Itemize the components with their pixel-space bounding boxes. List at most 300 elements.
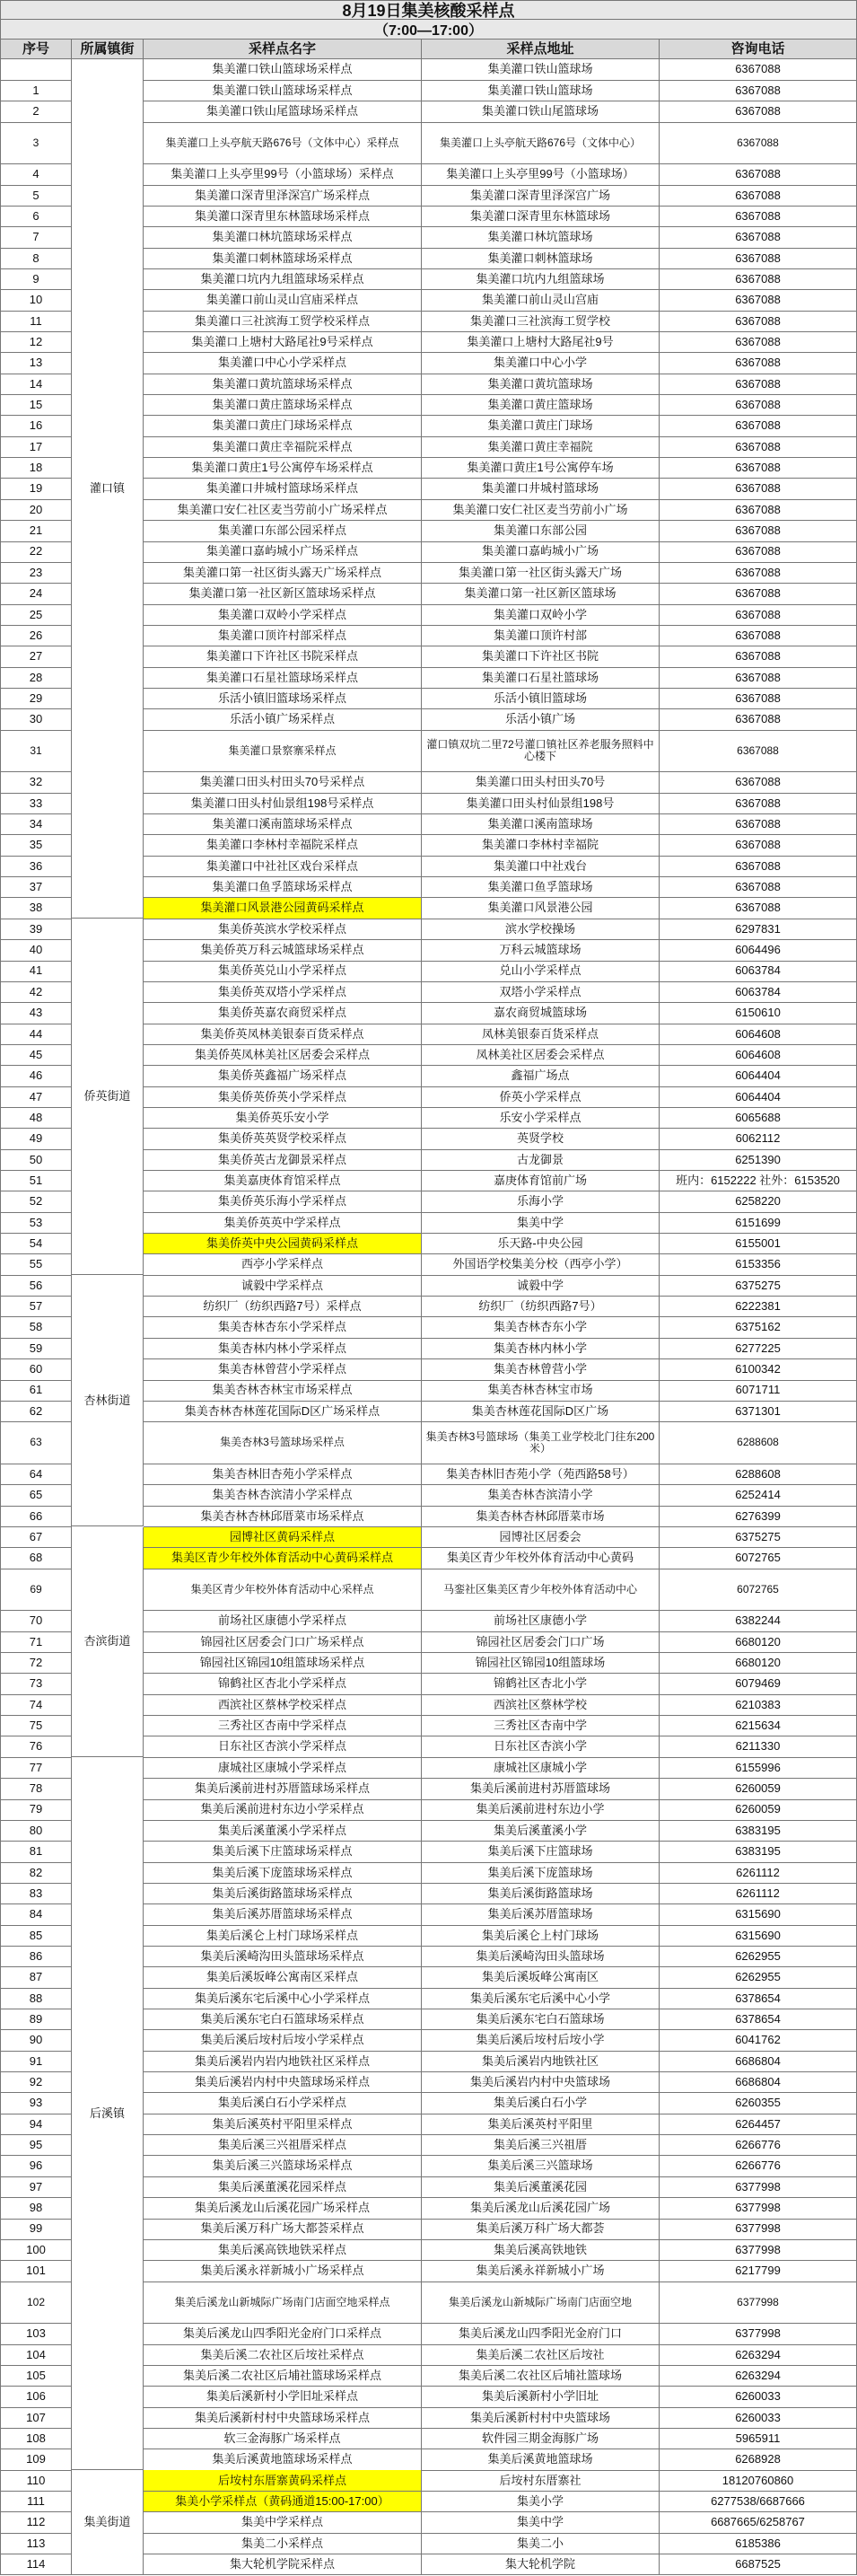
site-name: 集美后溪坂峰公寓南区采样点 bbox=[144, 1967, 422, 1989]
phone-number: 6266776 bbox=[660, 2135, 857, 2157]
site-name: 集美灌口黄庄篮球场采样点 bbox=[144, 395, 422, 417]
row-number: 54 bbox=[0, 1234, 72, 1255]
site-address: 外国语学校集美分校（西亭小学） bbox=[422, 1254, 660, 1276]
site-address: 集美灌口黄庄门球场 bbox=[422, 416, 660, 437]
site-name: 集美后溪董溪小学采样点 bbox=[144, 1820, 422, 1842]
site-name: 集美侨英双塔小学采样点 bbox=[144, 981, 422, 1003]
site-name: 集美后溪白石小学采样点 bbox=[144, 2093, 422, 2114]
site-name: 集美灌口第一社区街头露天广场采样点 bbox=[144, 562, 422, 584]
row-number: 36 bbox=[0, 856, 72, 877]
site-address: 集美灌口东部公园 bbox=[422, 521, 660, 542]
site-name: 集美后溪崎沟田头篮球场采样点 bbox=[144, 1947, 422, 1968]
row-number: 68 bbox=[0, 1548, 72, 1569]
row-number: 19 bbox=[0, 479, 72, 500]
phone-number: 5965911 bbox=[660, 2429, 857, 2450]
site-name: 集美后溪下庄篮球场采样点 bbox=[144, 1842, 422, 1863]
phone-number: 6367088 bbox=[660, 562, 857, 584]
site-name: 集美后溪前进村东边小学采样点 bbox=[144, 1799, 422, 1821]
site-name: 集美后溪前进村苏厝篮球场采样点 bbox=[144, 1779, 422, 1800]
site-address: 万科云城篮球场 bbox=[422, 940, 660, 962]
site-name: 锦鹤社区杏北小学采样点 bbox=[144, 1674, 422, 1695]
site-address: 集美灌口三社滨海工贸学校 bbox=[422, 311, 660, 332]
header-cell: 所属镇街 bbox=[72, 40, 144, 59]
row-number: 56 bbox=[0, 1275, 72, 1297]
town-cell: 后溪镇 bbox=[72, 1757, 144, 2470]
row-number: 88 bbox=[0, 1988, 72, 2009]
phone-number: 6687525 bbox=[660, 2554, 857, 2576]
phone-number: 6686804 bbox=[660, 2072, 857, 2094]
row-number: 74 bbox=[0, 1694, 72, 1716]
site-address: 集美灌口石星社篮球场 bbox=[422, 667, 660, 689]
site-address: 三秀社区杏南中学 bbox=[422, 1716, 660, 1737]
row-number: 43 bbox=[0, 1003, 72, 1024]
row-number: 112 bbox=[0, 2512, 72, 2534]
phone-number: 6377998 bbox=[660, 2324, 857, 2345]
row-number: 62 bbox=[0, 1401, 72, 1422]
row-number: 106 bbox=[0, 2387, 72, 2408]
site-address: 集美后溪下庄篮球场 bbox=[422, 1842, 660, 1863]
phone-number: 6367088 bbox=[660, 311, 857, 332]
row-number: 78 bbox=[0, 1779, 72, 1800]
site-name: 日东社区杏滨小学采样点 bbox=[144, 1736, 422, 1758]
site-name: 乐活小镇旧篮球场采样点 bbox=[144, 689, 422, 710]
site-address: 园博社区居委会 bbox=[422, 1527, 660, 1549]
town-cell: 杏滨街道 bbox=[72, 1527, 144, 1758]
site-address: 集美后溪三兴篮球场 bbox=[422, 2156, 660, 2177]
site-address: 集美后溪二农社区后垵社 bbox=[422, 2344, 660, 2366]
site-name: 集美后溪二农社区后埔社篮球场采样点 bbox=[144, 2366, 422, 2387]
phone-number: 6377998 bbox=[660, 2176, 857, 2198]
site-name: 集美后溪万科广场大都荟采样点 bbox=[144, 2219, 422, 2240]
site-address: 集美灌口坑内九组篮球场 bbox=[422, 269, 660, 291]
phone-number: 6260033 bbox=[660, 2407, 857, 2429]
site-name: 集美灌口双岭小学采样点 bbox=[144, 604, 422, 626]
site-address: 嘉农商贸城篮球场 bbox=[422, 1003, 660, 1024]
site-address: 集美灌口溪南篮球场 bbox=[422, 814, 660, 836]
row-number: 10 bbox=[0, 290, 72, 312]
site-name: 集美灌口上塘村大路尾社9号采样点 bbox=[144, 332, 422, 354]
site-name: 集美杏林杏林邱厝菜市场采样点 bbox=[144, 1506, 422, 1527]
site-address: 集美灌口刺林篮球场 bbox=[422, 248, 660, 269]
site-address: 集美灌口铁山篮球场 bbox=[422, 59, 660, 81]
site-address: 集美后溪坂峰公寓南区 bbox=[422, 1967, 660, 1989]
site-name: 集美后溪三兴祖厝采样点 bbox=[144, 2135, 422, 2157]
row-number: 58 bbox=[0, 1317, 72, 1339]
phone-number: 6377998 bbox=[660, 2219, 857, 2240]
site-name: 集美后溪东宅白石篮球场采样点 bbox=[144, 2009, 422, 2031]
row-number: 113 bbox=[0, 2533, 72, 2554]
phone-number: 6377998 bbox=[660, 2281, 857, 2324]
phone-number: 6367088 bbox=[660, 353, 857, 374]
site-address: 集美后溪龙山新城际广场南门店面空地 bbox=[422, 2281, 660, 2324]
site-name: 前场社区康德小学采样点 bbox=[144, 1611, 422, 1632]
site-name: 集美嘉庚体育馆采样点 bbox=[144, 1171, 422, 1192]
site-address: 集美后溪二农社区后埔社篮球场 bbox=[422, 2366, 660, 2387]
row-number: 23 bbox=[0, 562, 72, 584]
site-name: 集美侨英乐海小学采样点 bbox=[144, 1191, 422, 1213]
site-address: 集美灌口第一社区街头露天广场 bbox=[422, 562, 660, 584]
site-address: 集美灌口上塘村大路尾社9号 bbox=[422, 332, 660, 354]
site-address: 集美杏林3号篮球场（集美工业学校北门往东200米） bbox=[422, 1422, 660, 1464]
phone-number: 6680120 bbox=[660, 1631, 857, 1653]
phone-number: 18120760860 bbox=[660, 2470, 857, 2492]
phone-number: 6367088 bbox=[660, 436, 857, 458]
site-name: 集美灌口顶许村部采样点 bbox=[144, 625, 422, 646]
site-name: 集美侨英中央公园黄码采样点 bbox=[144, 1234, 422, 1255]
site-address: 集美后溪岩内地铁社区 bbox=[422, 2051, 660, 2072]
site-address: 集美二小 bbox=[422, 2533, 660, 2554]
phone-number: 6382244 bbox=[660, 1611, 857, 1632]
site-name: 集美灌口田头村田头70号采样点 bbox=[144, 772, 422, 794]
phone-number: 6260033 bbox=[660, 2387, 857, 2408]
phone-number: 6063784 bbox=[660, 961, 857, 982]
phone-number: 6367088 bbox=[660, 814, 857, 836]
site-address: 日东社区杏滨小学 bbox=[422, 1736, 660, 1758]
site-address: 康城社区康城小学 bbox=[422, 1757, 660, 1779]
site-name: 集美灌口安仁社区麦当劳前小广场采样点 bbox=[144, 499, 422, 521]
row-number: 89 bbox=[0, 2009, 72, 2031]
site-address: 马銮社区集美区青少年校外体育活动中心 bbox=[422, 1569, 660, 1611]
site-name: 集美灌口井城村篮球场采样点 bbox=[144, 479, 422, 500]
site-name: 三秀社区杏南中学采样点 bbox=[144, 1716, 422, 1737]
site-address: 英贤学校 bbox=[422, 1129, 660, 1150]
site-address: 集美灌口李林村幸福院 bbox=[422, 835, 660, 857]
row-number: 80 bbox=[0, 1820, 72, 1842]
phone-number: 6064608 bbox=[660, 1044, 857, 1066]
site-address: 集美灌口中社戏台 bbox=[422, 856, 660, 877]
row-number: 29 bbox=[0, 689, 72, 710]
phone-number: 6261112 bbox=[660, 1862, 857, 1884]
header-cell: 咨询电话 bbox=[660, 40, 857, 59]
row-number: 33 bbox=[0, 793, 72, 814]
phone-number: 6367088 bbox=[660, 416, 857, 437]
row-number: 34 bbox=[0, 814, 72, 836]
site-address: 集美灌口第一社区新区篮球场 bbox=[422, 584, 660, 605]
site-name: 集美杏林杏林宝市场采样点 bbox=[144, 1380, 422, 1402]
row-number: 31 bbox=[0, 730, 72, 772]
row-number: 41 bbox=[0, 961, 72, 982]
phone-number: 6100342 bbox=[660, 1359, 857, 1381]
site-address: 集美后溪崎沟田头篮球场 bbox=[422, 1947, 660, 1968]
site-address: 集美后溪董溪花园 bbox=[422, 2176, 660, 2198]
phone-number: 6288608 bbox=[660, 1422, 857, 1464]
site-name: 集美侨英乐安小学 bbox=[144, 1108, 422, 1130]
site-name: 集美侨英鑫福广场采样点 bbox=[144, 1066, 422, 1087]
site-address: 集美灌口风景港公园 bbox=[422, 898, 660, 919]
phone-number: 6367088 bbox=[660, 395, 857, 417]
site-name: 集美灌口鱼孚篮球场采样点 bbox=[144, 877, 422, 899]
site-name: 集美杏林内林小学采样点 bbox=[144, 1338, 422, 1359]
row-number: 4 bbox=[0, 164, 72, 186]
site-name: 集美灌口石星社篮球场采样点 bbox=[144, 667, 422, 689]
site-address: 凤林美银泰百货采样点 bbox=[422, 1024, 660, 1045]
site-name: 集美灌口深青里泽深宫广场采样点 bbox=[144, 185, 422, 207]
site-address: 侨英小学采样点 bbox=[422, 1086, 660, 1108]
site-name: 诚毅中学采样点 bbox=[144, 1275, 422, 1297]
site-name: 锦园社区居委会门口广场采样点 bbox=[144, 1631, 422, 1653]
row-number: 82 bbox=[0, 1862, 72, 1884]
phone-number: 6315690 bbox=[660, 1904, 857, 1926]
site-address: 集美后溪东宅白石篮球场 bbox=[422, 2009, 660, 2031]
site-address: 软件园三期金海豚广场 bbox=[422, 2429, 660, 2450]
row-number: 108 bbox=[0, 2429, 72, 2450]
row-number: 104 bbox=[0, 2344, 72, 2366]
site-name: 集美灌口坑内九组篮球场采样点 bbox=[144, 269, 422, 291]
phone-number: 6063784 bbox=[660, 981, 857, 1003]
row-number: 45 bbox=[0, 1044, 72, 1066]
site-address: 集美杏林杏林邱厝菜市场 bbox=[422, 1506, 660, 1527]
row-number: 55 bbox=[0, 1254, 72, 1276]
row-number: 51 bbox=[0, 1171, 72, 1192]
phone-number: 6367088 bbox=[660, 290, 857, 312]
site-name: 集美区青少年校外体育活动中心采样点 bbox=[144, 1569, 422, 1611]
row-number: 2 bbox=[0, 101, 72, 123]
row-number: 52 bbox=[0, 1191, 72, 1213]
site-address: 灌口镇双坑二里72号灌口镇社区养老服务照料中心楼下 bbox=[422, 730, 660, 772]
phone-number: 6377998 bbox=[660, 2239, 857, 2261]
phone-number: 6261112 bbox=[660, 1883, 857, 1904]
site-name: 集美灌口上头亭里99号（小篮球场）采样点 bbox=[144, 164, 422, 186]
site-name: 集大轮机学院采样点 bbox=[144, 2554, 422, 2576]
row-number: 22 bbox=[0, 541, 72, 563]
phone-number: 6367088 bbox=[660, 227, 857, 249]
site-name: 集美杏林曾营小学采样点 bbox=[144, 1359, 422, 1381]
row-number: 3 bbox=[0, 122, 72, 164]
row-number: 20 bbox=[0, 499, 72, 521]
row-number: 44 bbox=[0, 1024, 72, 1045]
phone-number: 6375275 bbox=[660, 1275, 857, 1297]
row-number: 77 bbox=[0, 1757, 72, 1779]
site-name: 集美后溪龙山新城际广场南门店面空地采样点 bbox=[144, 2281, 422, 2324]
site-name: 集美灌口下许社区书院采样点 bbox=[144, 646, 422, 668]
site-address: 集美后溪董溪小学 bbox=[422, 1820, 660, 1842]
site-address: 集美中学 bbox=[422, 2512, 660, 2534]
header-cell: 采样点地址 bbox=[422, 40, 660, 59]
site-address: 集美杏林旧杏苑小学（苑西路58号） bbox=[422, 1464, 660, 1485]
site-name: 集美后溪高铁地铁采样点 bbox=[144, 2239, 422, 2261]
site-address: 集美后溪高铁地铁 bbox=[422, 2239, 660, 2261]
site-name: 集美侨英嘉农商贸采样点 bbox=[144, 1003, 422, 1024]
row-number: 40 bbox=[0, 940, 72, 962]
row-number: 91 bbox=[0, 2051, 72, 2072]
phone-number: 6367088 bbox=[660, 835, 857, 857]
site-address: 集美后溪永祥新城小广场 bbox=[422, 2261, 660, 2282]
phone-number: 班内：6152222 社外：6153520 bbox=[660, 1171, 857, 1192]
site-name: 集美后溪英村平阳里采样点 bbox=[144, 2114, 422, 2135]
phone-number: 6367088 bbox=[660, 521, 857, 542]
site-name: 集美灌口李林村幸福院采样点 bbox=[144, 835, 422, 857]
row-number: 97 bbox=[0, 2176, 72, 2198]
row-number: 48 bbox=[0, 1108, 72, 1130]
site-name: 集美侨英凤林美社区居委会采样点 bbox=[144, 1044, 422, 1066]
site-name: 集美后溪二农社区后垵社采样点 bbox=[144, 2344, 422, 2366]
site-name: 集美后溪街路篮球场采样点 bbox=[144, 1883, 422, 1904]
phone-number: 6367088 bbox=[660, 374, 857, 395]
row-number: 9 bbox=[0, 269, 72, 291]
phone-number: 6367088 bbox=[660, 332, 857, 354]
site-name: 西滨社区蔡林学校采样点 bbox=[144, 1694, 422, 1716]
phone-number: 6071711 bbox=[660, 1380, 857, 1402]
row-number: 38 bbox=[0, 898, 72, 919]
site-name: 集美后溪下庞篮球场采样点 bbox=[144, 1862, 422, 1884]
row-number: 49 bbox=[0, 1129, 72, 1150]
row-number: 102 bbox=[0, 2281, 72, 2324]
site-name: 集美灌口东部公园采样点 bbox=[144, 521, 422, 542]
site-name: 集美灌口黄庄幸福院采样点 bbox=[144, 436, 422, 458]
site-address: 集美灌口林坑篮球场 bbox=[422, 227, 660, 249]
row-number: 60 bbox=[0, 1359, 72, 1381]
row-number: 111 bbox=[0, 2492, 72, 2513]
phone-number: 6367088 bbox=[660, 625, 857, 646]
row-number: 98 bbox=[0, 2198, 72, 2220]
site-name: 集美灌口黄坑篮球场采样点 bbox=[144, 374, 422, 395]
phone-number: 6367088 bbox=[660, 898, 857, 919]
site-name: 集美后溪龙山四季阳光金府门口采样点 bbox=[144, 2324, 422, 2345]
site-address: 前场社区康德小学 bbox=[422, 1611, 660, 1632]
site-name: 集美灌口中社社区戏台采样点 bbox=[144, 856, 422, 877]
row-number: 5 bbox=[0, 185, 72, 207]
phone-number: 6367088 bbox=[660, 667, 857, 689]
phone-number: 6378654 bbox=[660, 2009, 857, 2031]
phone-number: 6155001 bbox=[660, 1234, 857, 1255]
site-address: 集美后溪黄地篮球场 bbox=[422, 2449, 660, 2471]
phone-number: 6211330 bbox=[660, 1736, 857, 1758]
phone-number: 6297831 bbox=[660, 919, 857, 940]
site-address: 锦园社区锦园10组篮球场 bbox=[422, 1653, 660, 1675]
phone-number: 6383195 bbox=[660, 1820, 857, 1842]
site-address: 集美后溪仑上村门球场 bbox=[422, 1925, 660, 1947]
page-subtitle: （7:00—17:00） bbox=[0, 20, 857, 40]
site-address: 集美后溪后垵村后垵小学 bbox=[422, 2030, 660, 2052]
row-number: 32 bbox=[0, 772, 72, 794]
phone-number: 6276399 bbox=[660, 1506, 857, 1527]
site-name: 集美侨英古龙御景采样点 bbox=[144, 1149, 422, 1171]
site-address: 集美灌口井城村篮球场 bbox=[422, 479, 660, 500]
site-address: 集美后溪万科广场大都荟 bbox=[422, 2219, 660, 2240]
site-address: 集美杏林杏东小学 bbox=[422, 1317, 660, 1339]
phone-number: 6072765 bbox=[660, 1569, 857, 1611]
phone-number: 6263294 bbox=[660, 2344, 857, 2366]
site-name: 西亭小学采样点 bbox=[144, 1254, 422, 1276]
row-number: 107 bbox=[0, 2407, 72, 2429]
site-name: 集美后溪岩内村中央篮球场采样点 bbox=[144, 2072, 422, 2094]
town-cell: 侨英街道 bbox=[72, 919, 144, 1275]
site-address: 鑫福广场点 bbox=[422, 1066, 660, 1087]
site-name: 集美后溪龙山后溪花园广场采样点 bbox=[144, 2198, 422, 2220]
row-number: 25 bbox=[0, 604, 72, 626]
row-number: 30 bbox=[0, 709, 72, 731]
row-number: 28 bbox=[0, 667, 72, 689]
site-name: 康城社区康城小学采样点 bbox=[144, 1757, 422, 1779]
row-number: 17 bbox=[0, 436, 72, 458]
row-number: 90 bbox=[0, 2030, 72, 2052]
site-address: 乐活小镇旧篮球场 bbox=[422, 689, 660, 710]
site-name: 集美侨英英贤学校采样点 bbox=[144, 1129, 422, 1150]
phone-number: 6260355 bbox=[660, 2093, 857, 2114]
row-number: 65 bbox=[0, 1485, 72, 1507]
phone-number: 6264457 bbox=[660, 2114, 857, 2135]
site-name: 集美后溪新村村中央篮球场采样点 bbox=[144, 2407, 422, 2429]
site-address: 集美后溪东宅后溪中心小学 bbox=[422, 1988, 660, 2009]
phone-number: 6687665/6258767 bbox=[660, 2512, 857, 2534]
site-address: 集美灌口黄庄篮球场 bbox=[422, 395, 660, 417]
site-name: 集美侨英滨水学校采样点 bbox=[144, 919, 422, 940]
site-address: 集美后溪前进村苏厝篮球场 bbox=[422, 1779, 660, 1800]
phone-number: 6155996 bbox=[660, 1757, 857, 1779]
site-address: 诚毅中学 bbox=[422, 1275, 660, 1297]
phone-number: 6262955 bbox=[660, 1947, 857, 1968]
phone-number: 6367088 bbox=[660, 185, 857, 207]
row-number: 94 bbox=[0, 2114, 72, 2135]
site-address: 集美杏林曾营小学 bbox=[422, 1359, 660, 1381]
site-name: 集美侨英英中学采样点 bbox=[144, 1212, 422, 1234]
site-address: 集美灌口嘉屿城小广场 bbox=[422, 541, 660, 563]
site-name: 集美后溪苏厝篮球场采样点 bbox=[144, 1904, 422, 1926]
phone-number: 6268928 bbox=[660, 2449, 857, 2471]
site-address: 集美杏林杏林宝市场 bbox=[422, 1380, 660, 1402]
site-address: 集美后溪新村村中央篮球场 bbox=[422, 2407, 660, 2429]
row-number: 110 bbox=[0, 2470, 72, 2492]
row-number: 27 bbox=[0, 646, 72, 668]
site-name: 园博社区黄码采样点 bbox=[144, 1527, 422, 1549]
phone-number: 6153356 bbox=[660, 1254, 857, 1276]
site-name: 集美后溪仑上村门球场采样点 bbox=[144, 1925, 422, 1947]
phone-number: 6150610 bbox=[660, 1003, 857, 1024]
site-address: 集美灌口安仁社区麦当劳前小广场 bbox=[422, 499, 660, 521]
row-number: 15 bbox=[0, 395, 72, 417]
phone-number: 6367088 bbox=[660, 80, 857, 101]
row-number: 7 bbox=[0, 227, 72, 249]
site-address: 集大轮机学院 bbox=[422, 2554, 660, 2576]
phone-number: 6367088 bbox=[660, 856, 857, 877]
site-address: 集美后溪英村平阳里 bbox=[422, 2114, 660, 2135]
row-number: 103 bbox=[0, 2324, 72, 2345]
site-name: 集美侨英凤林美银泰百货采样点 bbox=[144, 1024, 422, 1045]
site-address: 集美灌口铁山尾篮球场 bbox=[422, 101, 660, 123]
row-number: 53 bbox=[0, 1212, 72, 1234]
phone-number: 6288608 bbox=[660, 1464, 857, 1485]
row-number: 83 bbox=[0, 1883, 72, 1904]
phone-number: 6367088 bbox=[660, 709, 857, 731]
row-number: 100 bbox=[0, 2239, 72, 2261]
site-address: 集美后溪苏厝篮球场 bbox=[422, 1904, 660, 1926]
site-name: 集美后溪董溪花园采样点 bbox=[144, 2176, 422, 2198]
phone-number: 6222381 bbox=[660, 1297, 857, 1318]
phone-number: 6367088 bbox=[660, 646, 857, 668]
phone-number: 6277225 bbox=[660, 1338, 857, 1359]
site-address: 乐海小学 bbox=[422, 1191, 660, 1213]
row-number: 85 bbox=[0, 1925, 72, 1947]
row-number: 114 bbox=[0, 2554, 72, 2576]
row-number: 67 bbox=[0, 1527, 72, 1549]
site-name: 集美灌口田头村仙景组198号采样点 bbox=[144, 793, 422, 814]
phone-number: 6252414 bbox=[660, 1485, 857, 1507]
row-number: 92 bbox=[0, 2072, 72, 2094]
phone-number: 6367088 bbox=[660, 206, 857, 227]
row-number: 96 bbox=[0, 2156, 72, 2177]
site-name: 集美杏林3号篮球场采样点 bbox=[144, 1422, 422, 1464]
site-address: 集美灌口鱼孚篮球场 bbox=[422, 877, 660, 899]
phone-number: 6367088 bbox=[660, 541, 857, 563]
site-address: 集美后溪街路篮球场 bbox=[422, 1883, 660, 1904]
site-address: 集美杏林内林小学 bbox=[422, 1338, 660, 1359]
row-number: 37 bbox=[0, 877, 72, 899]
row-number: 57 bbox=[0, 1297, 72, 1318]
site-name: 集美后溪岩内岩内地铁社区采样点 bbox=[144, 2051, 422, 2072]
phone-number: 6217799 bbox=[660, 2261, 857, 2282]
phone-number: 6258220 bbox=[660, 1191, 857, 1213]
row-number: 6 bbox=[0, 206, 72, 227]
